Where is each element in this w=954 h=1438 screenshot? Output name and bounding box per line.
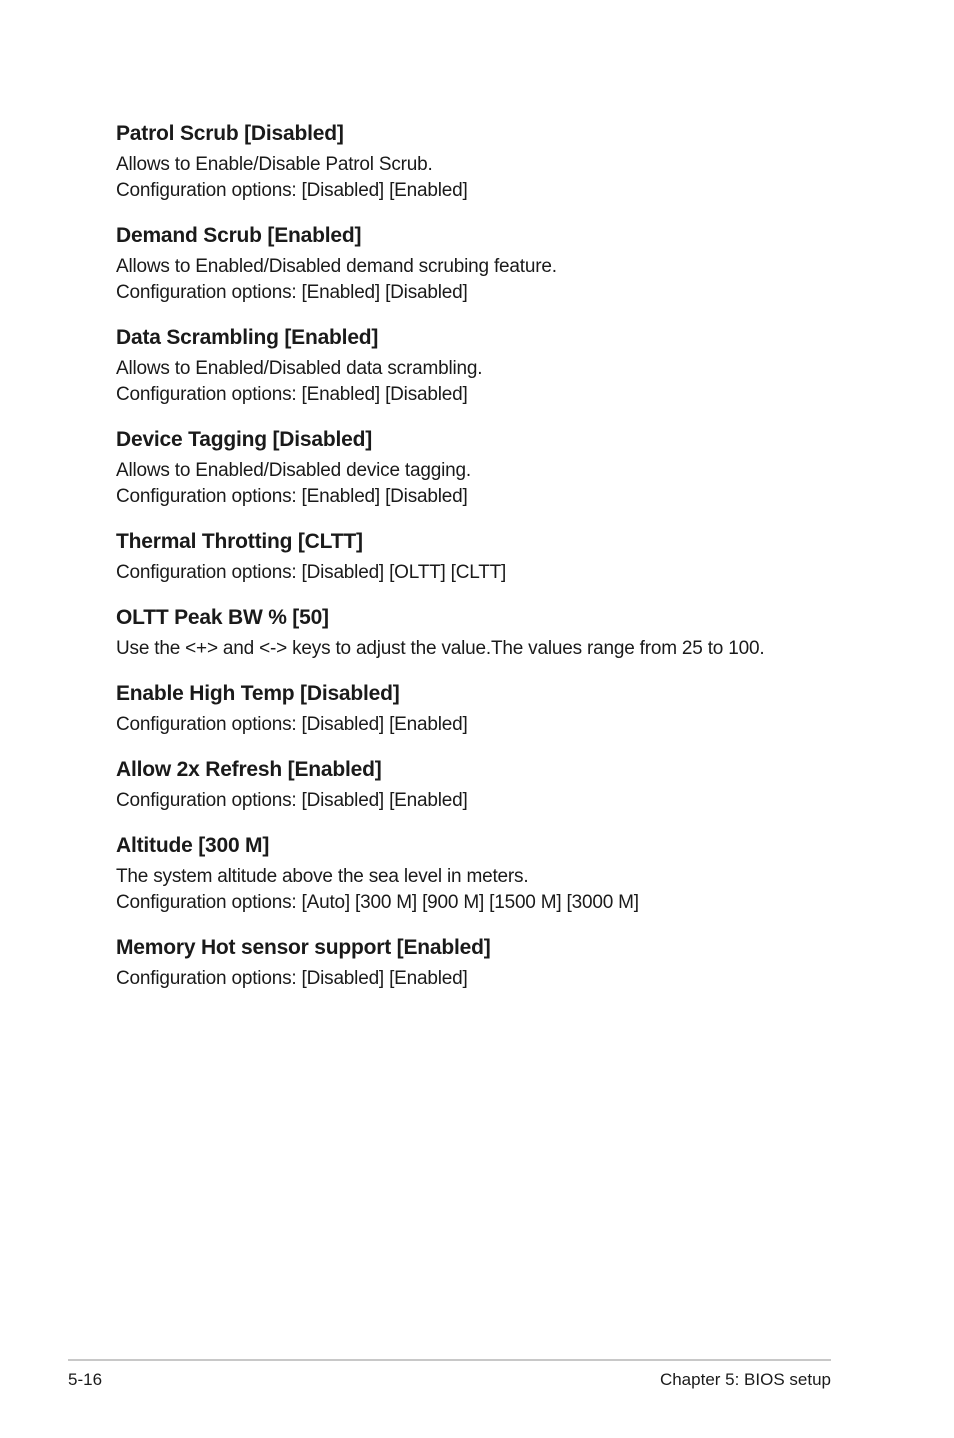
- document-body: [116, 120, 836, 992]
- section-title: Allow 2x Refresh [Enabled]: [116, 758, 382, 781]
- section-title: OLTT Peak BW % [50]: [116, 606, 329, 629]
- section-description: Allows to Enable/Disable Patrol Scrub.: [116, 154, 433, 175]
- section-options: Configuration options: [Disabled] [Enabled]: [116, 790, 468, 811]
- section-thermal-throtting: [116, 528, 836, 586]
- section-description: Allows to Enabled/Disabled device tagging.: [116, 460, 471, 481]
- section-patrol-scrub: [116, 120, 836, 204]
- section-altitude: [116, 832, 836, 916]
- section-options: Configuration options: [Auto] [300 M] [900 M] [1500 M] [3000 M]: [116, 892, 639, 913]
- section-title: Demand Scrub [Enabled]: [116, 224, 362, 247]
- section-description: Allows to Enabled/Disabled demand scrubing feature.: [116, 256, 557, 277]
- section-title: Thermal Throtting [CLTT]: [116, 530, 363, 553]
- section-title: Data Scrambling [Enabled]: [116, 326, 379, 349]
- section-title: Altitude [300 M]: [116, 834, 270, 857]
- section-description: Allows to Enabled/Disabled data scrambling.: [116, 358, 483, 379]
- section-description: Use the <+> and <-> keys to adjust the value.The values range from 25 to 100.: [116, 638, 765, 659]
- section-options: Configuration options: [Enabled] [Disabled]: [116, 486, 468, 507]
- section-options: Configuration options: [Disabled] [Enabled]: [116, 714, 468, 735]
- section-allow-2x-refresh: [116, 756, 836, 814]
- section-description: The system altitude above the sea level in meters.: [116, 866, 529, 887]
- section-options: Configuration options: [Disabled] [Enabled]: [116, 180, 468, 201]
- section-title: Enable High Temp [Disabled]: [116, 682, 400, 705]
- section-options: Configuration options: [Enabled] [Disabled]: [116, 384, 468, 405]
- section-demand-scrub: [116, 222, 836, 306]
- section-memory-hot-sensor: [116, 934, 836, 992]
- section-device-tagging: [116, 426, 836, 510]
- section-title: Patrol Scrub [Disabled]: [116, 122, 344, 145]
- section-title: Device Tagging [Disabled]: [116, 428, 372, 451]
- section-options: Configuration options: [Disabled] [Enabled]: [116, 968, 468, 989]
- footer-divider: [68, 1359, 831, 1361]
- section-data-scrambling: [116, 324, 836, 408]
- section-options: Configuration options: [Enabled] [Disabled]: [116, 282, 468, 303]
- section-title: Memory Hot sensor support [Enabled]: [116, 936, 491, 959]
- section-enable-high-temp: [116, 680, 836, 738]
- chapter-title: Chapter 5: BIOS setup: [659, 1370, 831, 1389]
- page-number: 5-16: [68, 1370, 103, 1389]
- section-options: Configuration options: [Disabled] [OLTT] [CLTT]: [116, 562, 507, 583]
- section-oltt-peak-bw: [116, 604, 836, 662]
